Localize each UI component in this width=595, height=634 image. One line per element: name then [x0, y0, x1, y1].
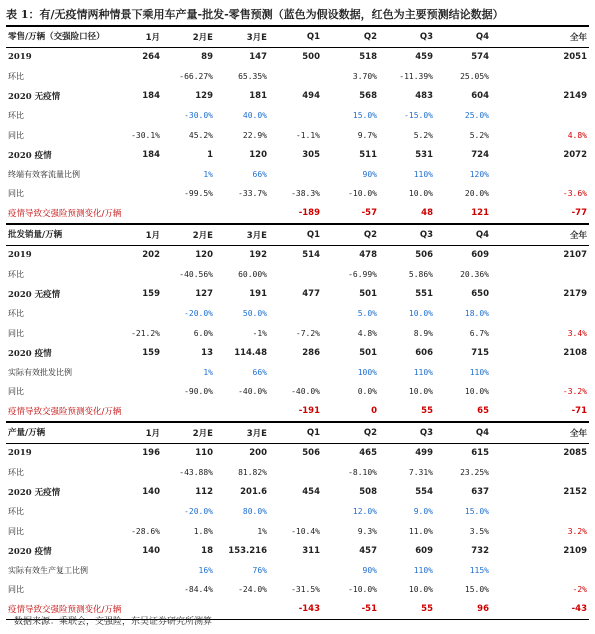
section-title: 批发销量/万辆 [6, 224, 108, 245]
table-cell: 20.36% [460, 270, 489, 280]
table-cell: -99.5% [184, 189, 213, 199]
table-cell: 499 [415, 448, 433, 459]
table-cell: 5.0% [357, 309, 377, 319]
table-cell: 66% [252, 169, 267, 179]
row-label: 同比 [8, 526, 24, 536]
table-cell: 90% [362, 565, 377, 575]
table-cell [269, 502, 322, 522]
table-cell: 1 [207, 149, 213, 160]
table-cell [269, 67, 322, 87]
column-header: 3月E [215, 26, 269, 47]
table-cell: 96 [435, 600, 491, 620]
table-cell: 60.00% [238, 270, 267, 280]
column-header: 1月 [108, 26, 162, 47]
table-cell: -20.0% [184, 309, 213, 319]
table-cell: 3.4% [567, 328, 587, 338]
table-cell: 9.0% [413, 507, 433, 517]
table-cell: -30.1% [131, 130, 160, 140]
table-cell: -3.6% [562, 189, 587, 199]
table-cell: 264 [142, 52, 160, 63]
table-cell [108, 265, 162, 285]
column-header: 全年 [491, 422, 589, 443]
row-label: 2020 无疫情 [8, 92, 61, 103]
table-cell: 147 [249, 52, 267, 63]
table-cell: 2107 [563, 250, 587, 261]
table-cell: -71 [491, 402, 589, 423]
table-cell: -43.88% [179, 468, 213, 478]
table-cell: -66.27% [179, 72, 213, 82]
table-cell: -51 [322, 600, 379, 620]
table-cell: 606 [415, 347, 433, 358]
table-cell: 159 [142, 289, 160, 300]
table-cell: 10.0% [408, 585, 433, 595]
table-row [6, 561, 589, 581]
table-cell: 25.0% [464, 111, 489, 121]
table-row [6, 382, 589, 402]
row-label: 疫情导致交强险预测变化/万辆 [6, 600, 108, 620]
table-cell: 506 [302, 448, 320, 459]
table-title: 表 1：有/无疫情两种情景下乘用车产量-批发-零售预测（蓝色为假设数据，红色为主要预测结论数据） [6, 8, 504, 21]
column-header: Q4 [435, 224, 491, 245]
table-cell: 181 [249, 91, 267, 102]
table-cell: 22.9% [242, 130, 267, 140]
section-title: 零售/万辆（交强险口径） [6, 26, 108, 47]
table-cell: 311 [302, 545, 320, 556]
table-cell: 286 [302, 347, 320, 358]
table-cell: -189 [269, 204, 322, 225]
table-cell: 2108 [563, 347, 587, 358]
table-cell [108, 304, 162, 324]
row-label: 环比 [8, 72, 24, 82]
table-cell: -1.1% [295, 130, 320, 140]
table-cell: 202 [142, 250, 160, 261]
table-cell: 0.0% [357, 387, 377, 397]
table-cell: 514 [302, 250, 320, 261]
table-cell [269, 265, 322, 285]
table-cell: 18 [201, 545, 213, 556]
table-cell: 110% [413, 169, 433, 179]
table-cell: 4.8% [357, 328, 377, 338]
column-header: Q4 [435, 26, 491, 47]
table-cell: 127 [195, 289, 213, 300]
table-cell: 196 [142, 448, 160, 459]
table-cell: 7.31% [408, 468, 433, 478]
table-row [6, 443, 589, 463]
column-header: Q2 [322, 422, 379, 443]
table-cell: 609 [415, 545, 433, 556]
table-cell: -30.0% [184, 111, 213, 121]
table-cell [269, 561, 322, 581]
table-cell [215, 600, 269, 620]
table-cell: 305 [302, 149, 320, 160]
table-cell [491, 165, 589, 185]
table-cell [269, 463, 322, 483]
table-cell: 551 [415, 289, 433, 300]
table-cell [108, 502, 162, 522]
table-cell: 9.3% [357, 526, 377, 536]
table-cell: 184 [142, 149, 160, 160]
table-cell [215, 402, 269, 423]
table-cell: 3.5% [469, 526, 489, 536]
table-cell: -40.0% [238, 387, 267, 397]
row-label: 环比 [8, 270, 24, 280]
table-row [6, 265, 589, 285]
table-row [6, 522, 589, 542]
table-cell: 25.05% [460, 72, 489, 82]
table-cell [269, 304, 322, 324]
table-cell: 615 [471, 448, 489, 459]
row-label: 环比 [8, 309, 24, 319]
column-header: Q2 [322, 224, 379, 245]
table-cell [491, 67, 589, 87]
table-cell: 48 [379, 204, 435, 225]
table-cell: -10.0% [348, 585, 377, 595]
table-cell: 110% [413, 565, 433, 575]
column-header: 全年 [491, 26, 589, 47]
table-cell [269, 165, 322, 185]
section-title: 产量/万辆 [6, 422, 108, 443]
table-cell [491, 265, 589, 285]
column-header: Q1 [269, 224, 322, 245]
table-cell: 129 [195, 91, 213, 102]
table-cell: 184 [142, 91, 160, 102]
data-source-note: 数据来源：乘联会，交强险，东吴证券研究所测算 [14, 617, 213, 627]
table-cell: 55 [379, 402, 435, 423]
table-cell: 153.216 [228, 545, 267, 556]
table-row [6, 106, 589, 126]
table-row [6, 324, 589, 344]
column-header: Q4 [435, 422, 491, 443]
table-cell [215, 204, 269, 225]
table-cell: -20.0% [184, 507, 213, 517]
table-cell: -3.2% [562, 387, 587, 397]
row-label: 同比 [8, 328, 24, 338]
row-label: 环比 [8, 468, 24, 478]
table-cell [108, 561, 162, 581]
column-header: Q3 [379, 224, 435, 245]
table-row [6, 363, 589, 383]
table-cell: 10.0% [408, 309, 433, 319]
table-cell [269, 106, 322, 126]
table-cell: 478 [359, 250, 377, 261]
row-label: 同比 [8, 585, 24, 595]
table-cell: -33.7% [238, 189, 267, 199]
table-row [6, 304, 589, 324]
table-cell: 2051 [563, 52, 587, 63]
table-row [6, 245, 589, 265]
table-row [6, 184, 589, 204]
table-cell: 6.0% [193, 328, 213, 338]
table-cell: 120% [469, 169, 489, 179]
table-cell [108, 580, 162, 600]
table-cell: 140 [142, 487, 160, 498]
column-header: Q3 [379, 422, 435, 443]
table-cell: 8.9% [413, 328, 433, 338]
table-cell [491, 363, 589, 383]
table-cell: -40.0% [291, 387, 320, 397]
table-cell: 10.0% [408, 387, 433, 397]
table-cell: 200 [249, 448, 267, 459]
table-cell: -90.0% [184, 387, 213, 397]
table-cell: 18.0% [464, 309, 489, 319]
table-cell: 724 [471, 149, 489, 160]
table-row [6, 580, 589, 600]
table-cell: 494 [302, 91, 320, 102]
table-cell [491, 463, 589, 483]
table-cell: -38.3% [291, 189, 320, 199]
table-cell: 1% [203, 367, 213, 377]
table-cell: 5.86% [408, 270, 433, 280]
row-label: 2020 疫情 [8, 150, 52, 161]
table-cell: 715 [471, 347, 489, 358]
table-cell [108, 184, 162, 204]
table-cell: -40.56% [179, 270, 213, 280]
table-cell: 115% [469, 565, 489, 575]
table-cell: 6.7% [469, 328, 489, 338]
table-row [6, 483, 589, 503]
table-cell: 15.0% [352, 111, 377, 121]
table-cell: 637 [471, 487, 489, 498]
table-cell: 23.25% [460, 468, 489, 478]
table-cell: 112 [195, 487, 213, 498]
table-cell: 459 [415, 52, 433, 63]
table-cell: -143 [269, 600, 322, 620]
table-cell: 81.82% [238, 468, 267, 478]
table-cell: 2109 [563, 545, 587, 556]
section-header-row [6, 224, 589, 245]
table-cell [108, 106, 162, 126]
table-cell: -1% [252, 328, 267, 338]
table-cell: 604 [471, 91, 489, 102]
table-cell: -191 [269, 402, 322, 423]
table-cell: 80.0% [242, 507, 267, 517]
table-cell: 192 [249, 250, 267, 261]
table-row [6, 67, 589, 87]
row-label: 2020 无疫情 [8, 488, 61, 499]
table-cell: 574 [471, 52, 489, 63]
row-label: 环比 [8, 111, 24, 121]
table-cell: 40.0% [242, 111, 267, 121]
table-cell: 15.0% [464, 585, 489, 595]
table-cell: 2179 [563, 289, 587, 300]
section-header-row [6, 26, 589, 47]
table-row [6, 47, 589, 67]
table-row [6, 204, 589, 225]
table-cell: 66% [252, 367, 267, 377]
table-cell: 609 [471, 250, 489, 261]
table-cell [108, 382, 162, 402]
table-cell: -43 [491, 600, 589, 620]
row-label: 终端有效客流量比例 [8, 169, 80, 179]
table-cell: 65 [435, 402, 491, 423]
column-header: 2月E [162, 422, 215, 443]
table-cell: -84.4% [184, 585, 213, 595]
table-cell: 4.8% [567, 130, 587, 140]
forecast-table [6, 25, 589, 620]
column-header: 1月 [108, 224, 162, 245]
table-cell: 16% [198, 565, 213, 575]
table-row [6, 463, 589, 483]
table-cell: 55 [379, 600, 435, 620]
table-row [6, 402, 589, 423]
table-row [6, 87, 589, 107]
table-cell: -6.99% [348, 270, 377, 280]
table-cell: 531 [415, 149, 433, 160]
table-cell: 15.0% [464, 507, 489, 517]
table-cell: 554 [415, 487, 433, 498]
row-label: 同比 [8, 387, 24, 397]
table-row [6, 126, 589, 146]
table-cell: 11.0% [408, 526, 433, 536]
table-cell: 20.0% [464, 189, 489, 199]
table-cell: 500 [302, 52, 320, 63]
row-label: 2019 [8, 52, 32, 63]
column-header: 1月 [108, 422, 162, 443]
table-cell [491, 561, 589, 581]
section-header-row [6, 422, 589, 443]
column-header: 2月E [162, 224, 215, 245]
table-cell: -77 [491, 204, 589, 225]
table-cell: 120 [249, 149, 267, 160]
table-cell: 45.2% [188, 130, 213, 140]
row-label: 实际有效生产复工比例 [8, 565, 88, 575]
column-header: 3月E [215, 422, 269, 443]
table-cell: 518 [359, 52, 377, 63]
column-header: Q2 [322, 26, 379, 47]
table-cell: 732 [471, 545, 489, 556]
table-cell [108, 67, 162, 87]
table-cell [108, 463, 162, 483]
table-cell [162, 402, 215, 423]
column-header: 全年 [491, 224, 589, 245]
table-cell: 76% [252, 565, 267, 575]
table-cell [108, 363, 162, 383]
table-cell [162, 204, 215, 225]
table-cell: 65.35% [238, 72, 267, 82]
table-cell: 506 [415, 250, 433, 261]
table-cell: 3.70% [352, 72, 377, 82]
table-row [6, 343, 589, 363]
table-cell: 501 [359, 347, 377, 358]
table-cell: 121 [435, 204, 491, 225]
table-cell: 90% [362, 169, 377, 179]
table-cell: 50.0% [242, 309, 267, 319]
row-label: 同比 [8, 189, 24, 199]
row-label: 2020 疫情 [8, 546, 52, 557]
table-cell [491, 304, 589, 324]
table-row [6, 502, 589, 522]
table-cell: -10.0% [348, 189, 377, 199]
table-cell: 508 [359, 487, 377, 498]
row-label: 2019 [8, 250, 32, 261]
row-label: 环比 [8, 507, 24, 517]
table-cell: 114.48 [234, 347, 267, 358]
table-cell: 2072 [563, 149, 587, 160]
table-cell [269, 363, 322, 383]
table-cell: 201.6 [240, 487, 267, 498]
table-cell [108, 165, 162, 185]
table-cell: 191 [249, 289, 267, 300]
row-label: 同比 [8, 130, 24, 140]
table-cell: 10.0% [464, 387, 489, 397]
table-cell: 120 [195, 250, 213, 261]
table-cell: 13 [201, 347, 213, 358]
column-header: Q1 [269, 26, 322, 47]
table-cell: 9.7% [357, 130, 377, 140]
table-cell: 501 [359, 289, 377, 300]
table-cell [491, 106, 589, 126]
table-row [6, 285, 589, 305]
column-header: Q3 [379, 26, 435, 47]
row-label: 2019 [8, 448, 32, 459]
table-cell: 0 [322, 402, 379, 423]
table-cell: 477 [302, 289, 320, 300]
table-cell: -8.10% [348, 468, 377, 478]
table-cell: 140 [142, 545, 160, 556]
table-cell: 89 [201, 52, 213, 63]
table-cell: 12.0% [352, 507, 377, 517]
table-cell: -10.4% [291, 526, 320, 536]
table-cell: 457 [359, 545, 377, 556]
table-cell: 3.2% [567, 526, 587, 536]
table-cell: 454 [302, 487, 320, 498]
column-header: 3月E [215, 224, 269, 245]
table-cell: 159 [142, 347, 160, 358]
table-cell: 650 [471, 289, 489, 300]
table-cell: -15.0% [404, 111, 433, 121]
table-cell: 511 [359, 149, 377, 160]
table-cell: 1.8% [193, 526, 213, 536]
table-cell: -57 [322, 204, 379, 225]
table-cell: 568 [359, 91, 377, 102]
row-label: 疫情导致交强险预测变化/万辆 [6, 402, 108, 423]
column-header: Q1 [269, 422, 322, 443]
table-cell: 2149 [563, 91, 587, 102]
table-cell: 2152 [563, 487, 587, 498]
table-cell [491, 502, 589, 522]
table-cell: 110% [469, 367, 489, 377]
table-cell: 100% [357, 367, 377, 377]
column-header: 2月E [162, 26, 215, 47]
table-cell: 110% [413, 367, 433, 377]
table-row [6, 541, 589, 561]
table-cell: -28.6% [131, 526, 160, 536]
table-row [6, 145, 589, 165]
table-cell: -2% [572, 585, 587, 595]
table-cell: -24.0% [238, 585, 267, 595]
table-cell: 1% [203, 169, 213, 179]
row-label: 2020 疫情 [8, 348, 52, 359]
table-cell: 10.0% [408, 189, 433, 199]
row-label: 2020 无疫情 [8, 290, 61, 301]
table-cell: 465 [359, 448, 377, 459]
table-cell: -31.5% [291, 585, 320, 595]
table-cell: 110 [195, 448, 213, 459]
table-cell: 2085 [563, 448, 587, 459]
table-cell: -7.2% [295, 328, 320, 338]
table-cell: -21.2% [131, 328, 160, 338]
table-cell: 5.2% [469, 130, 489, 140]
table-cell: 1% [257, 526, 267, 536]
row-label: 实际有效批发比例 [8, 367, 72, 377]
table-row [6, 165, 589, 185]
row-label: 疫情导致交强险预测变化/万辆 [6, 204, 108, 225]
forecast-table-body [6, 26, 589, 620]
table-cell: -11.39% [399, 72, 433, 82]
table-cell: 5.2% [413, 130, 433, 140]
table-cell: 483 [415, 91, 433, 102]
